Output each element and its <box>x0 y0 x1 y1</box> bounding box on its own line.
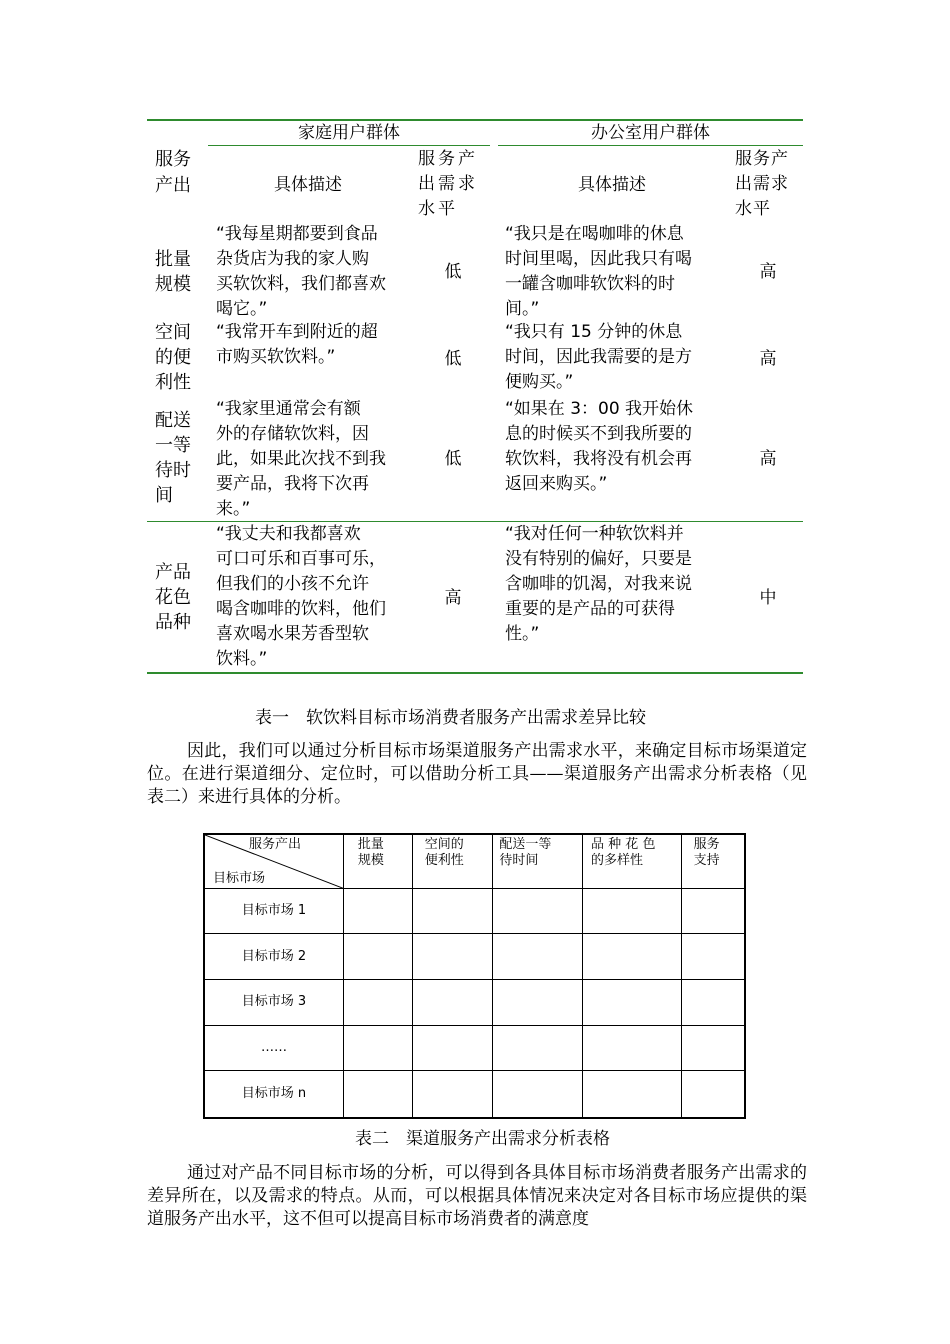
table1-row-service: 产品 花色 品种 <box>155 562 191 633</box>
table1-office-level-header: 服务产 出需求 水平 <box>735 149 789 219</box>
table1-home-level-header: 服务产 出需求 水平 <box>418 149 478 219</box>
table2-row-label: 目标市场 n <box>204 1071 343 1118</box>
table1-row-home-desc: “我每星期都要到食品 杂货店为我的家人购 买软饮料，我们都喜欢 喝它。” <box>216 224 386 319</box>
table1-row-home-level: 高 <box>444 588 462 608</box>
table1-row-office-desc: “我对任何一种软饮料并 没有特别的偏好，只要是 含咖啡的饥渴，对我来说 重要的是产品的可获得 性。” <box>505 524 692 644</box>
table2-row-label: 目标市场 1 <box>204 888 343 934</box>
table1-group-home: 家庭用户群体 <box>298 123 400 143</box>
table1-row-home-level: 低 <box>444 449 462 469</box>
table2-row-label: …… <box>204 1025 343 1071</box>
table2-header-cell: 服务 支持 <box>681 834 745 888</box>
table1-row-office-desc: “我只是在喝咖啡的休息 时间里喝，因此我只有喝 一罐含咖啡软饮料的时 间。” <box>505 224 692 319</box>
table1-row-service: 空间 的便 利性 <box>155 322 191 393</box>
table1-row-office-desc: “我只有 15 分钟的休息 时间，因此我需要的是方 便购买。” <box>505 322 692 392</box>
table1-row-service: 配送 一等 待时 间 <box>155 410 191 506</box>
table2-header-cell: 批量 规模 <box>343 834 412 888</box>
table1-col-service: 服务 产出 <box>155 149 191 196</box>
table1-row-home-desc: “我丈夫和我都喜欢 可口可乐和百事可乐， 但我们的小孩不允许 喝含咖啡的饮料，他们 喜欢喝水果芳香型软 饮料。” <box>216 524 386 669</box>
table1-row-home-level: 低 <box>444 262 462 282</box>
table1-home-desc-header: 具体描述 <box>274 175 342 195</box>
table1-row-home-desc: “我常开车到附近的超 市购买软饮料。” <box>216 322 378 367</box>
table2-caption: 表二 渠道服务产出需求分析表格 <box>355 1129 610 1149</box>
table2-row-label: 目标市场 3 <box>204 979 343 1025</box>
table2-corner-bottom: 目标市场 <box>213 871 266 886</box>
table2-corner-top: 服务产出 <box>249 837 302 852</box>
table1-row-office-level: 中 <box>759 588 777 608</box>
paragraph-1: 因此，我们可以通过分析目标市场渠道服务产出需求水平，来确定目标市场渠道定位。在进行渠道细分、定位时，可以借助分析工具——渠道服务产出需求分析表格（见表二）来进行具体的分析。 <box>147 741 807 807</box>
table1-caption: 表一 软饮料目标市场消费者服务产出需求差异比较 <box>255 708 646 728</box>
table2-header-cell: 空间的 便利性 <box>412 834 493 888</box>
table2-corner-cell <box>204 834 343 888</box>
table1-row-office-desc: “如果在 3：00 我开始休 息的时候买不到我所要的 软饮料，我将没有机会再 返回来购买。” <box>505 399 694 494</box>
table-2 <box>203 833 746 1119</box>
table1-row-office-level: 高 <box>759 262 777 282</box>
table1-group-office: 办公室用户群体 <box>591 123 710 143</box>
table1-row-home-desc: “我家里通常会有额 外的存储软饮料，因 此，如果此次找不到我 要产品，我将下次再 来。” <box>216 399 386 519</box>
table1-bottom-rule <box>147 672 803 674</box>
table1-office-desc-header: 具体描述 <box>578 175 646 195</box>
table1-row-office-level: 高 <box>759 349 777 369</box>
table2-row-label: 目标市场 2 <box>204 934 343 980</box>
table1-row-home-level: 低 <box>444 349 462 369</box>
table1-row-service: 批量 规模 <box>155 249 191 295</box>
paragraph-2: 通过对产品不同目标市场的分析，可以得到各具体目标市场消费者服务产出需求的差异所在，以及需求的特点。从而，可以根据具体情况来决定对各目标市场应提供的渠道服务产出水平，这不但可以提高目标市场消费者的满意度 <box>147 1163 807 1229</box>
table2-header-cell: 品 种 花 色 的多样性 <box>583 834 682 888</box>
table2-header-cell: 配送一等 待时间 <box>493 834 583 888</box>
table1-row-office-level: 高 <box>759 449 777 469</box>
